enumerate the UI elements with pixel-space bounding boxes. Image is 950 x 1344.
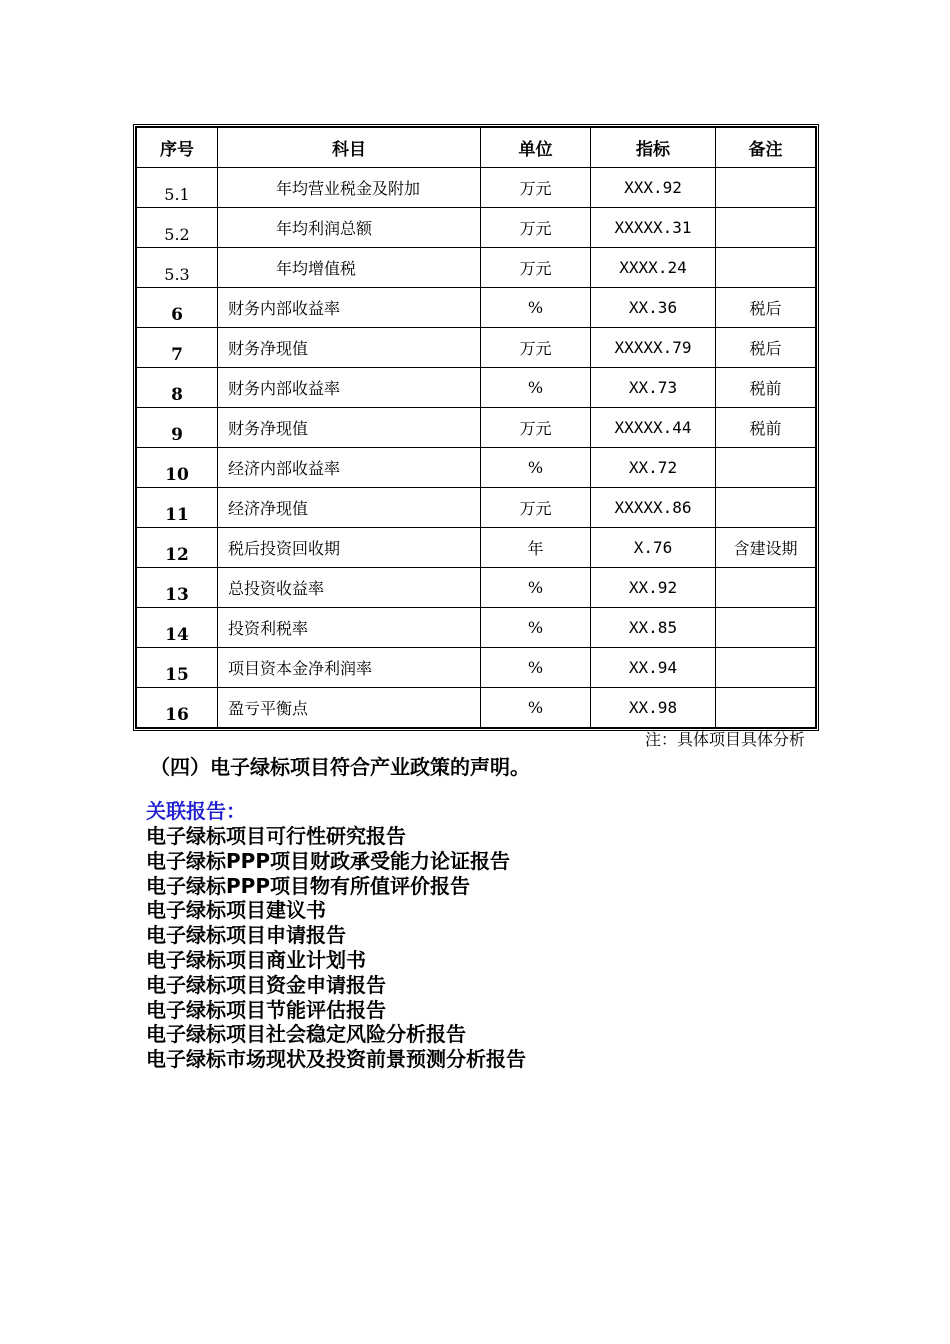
row-subject: 经济净现值	[218, 488, 481, 528]
row-unit: %	[481, 288, 591, 328]
row-unit: %	[481, 368, 591, 408]
row-subject: 盈亏平衡点	[218, 688, 481, 728]
header-value: 指标	[591, 128, 716, 168]
table-body	[137, 168, 816, 728]
related-report-item[interactable]: 电子绿标项目申请报告	[146, 923, 346, 948]
row-value: XXXXX.79	[591, 328, 716, 368]
related-report-item[interactable]: 电子绿标PPP项目物有所值评价报告	[146, 873, 470, 898]
row-subject: 年均利润总额	[218, 208, 481, 248]
row-seq: 14	[137, 608, 218, 648]
table-row	[137, 408, 816, 448]
table-row	[137, 568, 816, 608]
row-subject: 投资利税率	[218, 608, 481, 648]
row-value: XX.94	[591, 648, 716, 688]
row-note	[716, 608, 816, 648]
table-row	[137, 288, 816, 328]
row-unit: 万元	[481, 488, 591, 528]
row-subject: 年均营业税金及附加	[218, 168, 481, 208]
row-value: XXXXX.86	[591, 488, 716, 528]
row-unit: %	[481, 568, 591, 608]
row-value: XXXX.24	[591, 248, 716, 288]
row-note	[716, 168, 816, 208]
table-row	[137, 248, 816, 288]
row-value: X.76	[591, 528, 716, 568]
row-note	[716, 568, 816, 608]
row-subject: 项目资本金净利润率	[218, 648, 481, 688]
table-row	[137, 328, 816, 368]
indicator-table	[136, 127, 816, 728]
header-subject: 科目	[218, 128, 481, 168]
row-unit: %	[481, 648, 591, 688]
table-row	[137, 488, 816, 528]
row-value: XX.92	[591, 568, 716, 608]
row-seq: 12	[137, 528, 218, 568]
row-note: 税后	[716, 328, 816, 368]
row-subject: 经济内部收益率	[218, 448, 481, 488]
row-note	[716, 688, 816, 728]
row-seq: 10	[137, 448, 218, 488]
related-reports-title: 关联报告：	[146, 799, 246, 823]
row-value: XX.73	[591, 368, 716, 408]
row-subject: 财务内部收益率	[218, 288, 481, 328]
row-unit: 万元	[481, 328, 591, 368]
row-subject: 税后投资回收期	[218, 528, 481, 568]
indicator-table-frame	[133, 124, 819, 731]
header-seq: 序号	[137, 128, 218, 168]
row-note	[716, 248, 816, 288]
row-value: XX.98	[591, 688, 716, 728]
row-seq: 7	[137, 328, 218, 368]
row-subject: 财务净现值	[218, 328, 481, 368]
row-seq: 5.2	[137, 208, 218, 248]
related-reports	[146, 798, 526, 1072]
row-subject: 财务净现值	[218, 408, 481, 448]
row-value: XX.36	[591, 288, 716, 328]
related-report-item[interactable]: 电子绿标PPP项目财政承受能力论证报告	[146, 848, 510, 873]
row-unit: 万元	[481, 248, 591, 288]
related-report-item[interactable]: 电子绿标项目社会稳定风险分析报告	[146, 1022, 466, 1047]
table-row	[137, 168, 816, 208]
row-seq: 11	[137, 488, 218, 528]
row-note	[716, 648, 816, 688]
table-row	[137, 368, 816, 408]
row-seq: 16	[137, 688, 218, 728]
table-header-row	[137, 128, 816, 168]
row-seq: 15	[137, 648, 218, 688]
row-unit: %	[481, 688, 591, 728]
row-value: XXXXX.44	[591, 408, 716, 448]
table-row	[137, 208, 816, 248]
table-row	[137, 448, 816, 488]
row-value: XXXXX.31	[591, 208, 716, 248]
row-unit: %	[481, 608, 591, 648]
related-report-item[interactable]: 电子绿标项目可行性研究报告	[146, 824, 406, 848]
row-subject: 财务内部收益率	[218, 368, 481, 408]
header-note: 备注	[716, 128, 816, 168]
related-report-item[interactable]: 电子绿标项目资金申请报告	[146, 972, 386, 997]
table-row	[137, 528, 816, 568]
row-value: XX.85	[591, 608, 716, 648]
row-value: XXX.92	[591, 168, 716, 208]
row-seq: 6	[137, 288, 218, 328]
row-seq: 5.1	[137, 168, 218, 208]
row-value: XX.72	[591, 448, 716, 488]
table-footnote: 注：具体项目具体分析	[644, 730, 805, 749]
related-reports-list	[146, 824, 526, 1072]
row-note	[716, 488, 816, 528]
row-unit: 万元	[481, 408, 591, 448]
table-row	[137, 648, 816, 688]
related-report-item[interactable]: 电子绿标市场现状及投资前景预测分析报告	[146, 1047, 526, 1072]
related-report-item[interactable]: 电子绿标项目节能评估报告	[146, 997, 386, 1022]
row-unit: %	[481, 448, 591, 488]
row-seq: 8	[137, 368, 218, 408]
row-note: 税前	[716, 408, 816, 448]
row-subject: 总投资收益率	[218, 568, 481, 608]
related-report-item[interactable]: 电子绿标项目商业计划书	[146, 947, 366, 972]
row-note: 税后	[716, 288, 816, 328]
row-unit: 万元	[481, 168, 591, 208]
row-note	[716, 208, 816, 248]
row-seq: 9	[137, 408, 218, 448]
row-note	[716, 448, 816, 488]
row-note: 含建设期	[716, 528, 816, 568]
row-note: 税前	[716, 368, 816, 408]
section-heading: （四）电子绿标项目符合产业政策的声明。	[150, 755, 530, 779]
row-seq: 13	[137, 568, 218, 608]
row-seq: 5.3	[137, 248, 218, 288]
table-row	[137, 608, 816, 648]
row-subject: 年均增值税	[218, 248, 481, 288]
related-report-item[interactable]: 电子绿标项目建议书	[146, 898, 326, 923]
row-unit: 年	[481, 528, 591, 568]
header-unit: 单位	[481, 128, 591, 168]
table-row	[137, 688, 816, 728]
row-unit: 万元	[481, 208, 591, 248]
